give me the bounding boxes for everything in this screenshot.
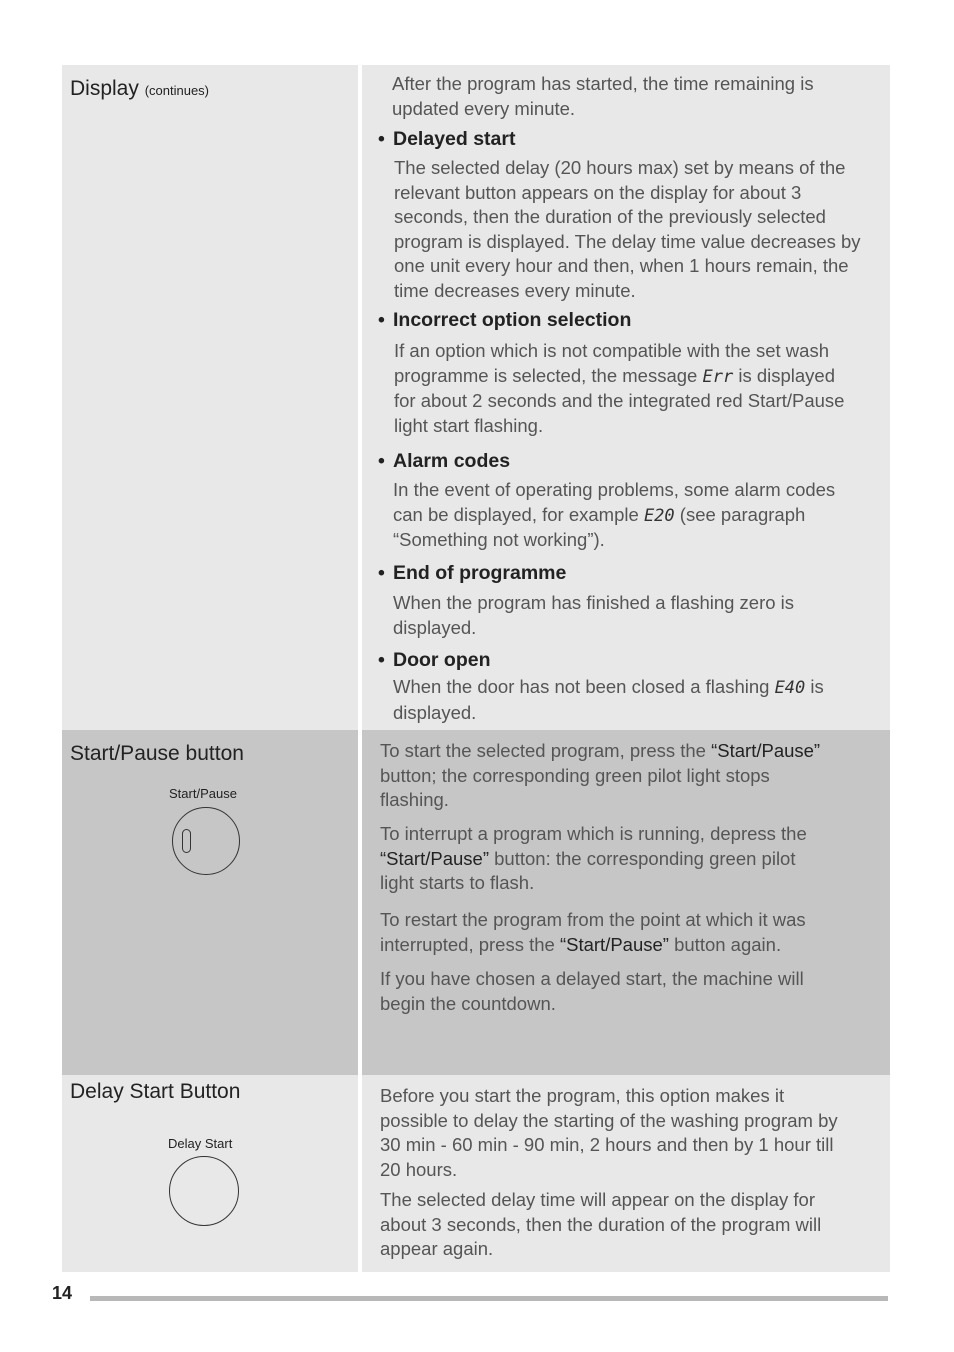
- end-of-programme-heading-text: End of programme: [393, 562, 567, 584]
- footer-rule: [90, 1296, 888, 1301]
- start-pause-p3-hl: “Start/Pause”: [559, 933, 669, 955]
- alarm-codes-heading: • Alarm codes: [378, 450, 511, 472]
- page-number: 14: [52, 1283, 73, 1303]
- display-title-text: Display: [70, 77, 139, 100]
- delay-start-button-label: Delay Start: [168, 1136, 233, 1151]
- start-pause-p2-a: To interrupt a program which is running, depress the: [380, 823, 807, 844]
- start-pause-p2-hl: “Start/Pause”: [380, 847, 489, 869]
- e40-code: E40: [774, 678, 806, 698]
- delay-start-button-icon: [169, 1156, 239, 1226]
- delayed-start-heading: • Delayed start: [378, 128, 516, 150]
- incorrect-option-heading: • Incorrect option selection: [378, 309, 632, 331]
- delay-start-content-cell: [362, 1075, 890, 1272]
- start-pause-title: Start/Pause button: [70, 742, 244, 765]
- start-pause-button-label: Start/Pause: [169, 786, 237, 801]
- end-of-programme-text: When the program has finished a flashing zero is displayed.: [393, 592, 795, 638]
- end-of-programme-heading: • End of programme: [378, 562, 567, 584]
- start-pause-p1-a: To start the selected program, press the: [380, 740, 712, 761]
- display-intro: After the program has started, the time remaining is updated every minute.: [392, 73, 814, 119]
- delay-start-p2: The selected delay time will appear on the display for about 3 seconds, then the duration of the program will appear again.: [380, 1189, 822, 1259]
- start-pause-p1-hl: “Start/Pause”: [711, 740, 821, 761]
- delay-start-label-cell: [62, 1075, 358, 1272]
- start-pause-p2-b: button: the corresponding green pilot light starts to flash.: [380, 847, 796, 893]
- start-pause-button-icon: [172, 807, 240, 875]
- start-pause-pilot-light-icon: [182, 829, 191, 853]
- display-label-cell: [62, 65, 358, 730]
- e20-code: E20: [643, 505, 675, 526]
- delayed-start-text: The selected delay (20 hours max) set by means of the relevant button appears on the display for about 3 seconds, then the duration of the previously selected program is displayed. The delay time value decreases by one unit every hour and then, when 1 hours remain, the time decreases every minute.: [394, 157, 861, 301]
- door-open-text-b: is displayed.: [393, 676, 824, 723]
- incorrect-option-text-b: is displayed for about 2 seconds and the integrated red Start/Pause light start flashing.: [394, 364, 845, 436]
- start-pause-p3-b: button again.: [668, 933, 782, 955]
- start-pause-p1-b: button; the corresponding green pilot light stops flashing.: [380, 764, 770, 810]
- start-pause-p1: [380, 739, 820, 813]
- incorrect-option-text-a: If an option which is not compatible with the set wash programme is selected, the message: [394, 340, 829, 386]
- start-pause-row: [62, 730, 890, 1075]
- start-pause-content-cell: [362, 730, 890, 1075]
- alarm-codes-text-a: In the event of operating problems, some alarm codes can be displayed, for example: [393, 479, 836, 525]
- start-pause-label-cell: [62, 730, 358, 1075]
- alarm-codes-heading-text: Alarm codes: [393, 450, 511, 472]
- start-pause-p2: [380, 822, 807, 896]
- display-title-note: (continues): [144, 83, 210, 98]
- display-row: [62, 65, 890, 730]
- alarm-codes-text-b: (see paragraph “Something not working”).: [393, 503, 806, 550]
- door-open-text-a: When the door has not been closed a flashing: [393, 676, 775, 697]
- delayed-start-heading-text: Delayed start: [393, 128, 516, 150]
- door-open-text: [393, 675, 824, 725]
- delay-start-row: [62, 1075, 890, 1272]
- delay-start-title: Delay Start Button: [70, 1080, 241, 1103]
- err-code: Err: [702, 366, 734, 387]
- incorrect-option-heading-text: Incorrect option selection: [393, 309, 632, 331]
- alarm-codes-text: [393, 478, 835, 553]
- display-title: [70, 77, 209, 101]
- start-pause-p3: [380, 908, 806, 957]
- display-content-cell: [362, 65, 890, 730]
- door-open-heading-text: Door open: [393, 649, 491, 671]
- start-pause-p3-a: To restart the program from the point at which it was interrupted, press the: [380, 909, 806, 955]
- delay-start-p1: Before you start the program, this option makes it possible to delay the starting of the washing program by 30 min - 60 min - 90 min, 2 hours and then by 1 hour till 20 hours.: [380, 1085, 838, 1180]
- door-open-heading: • Door open: [378, 649, 491, 671]
- incorrect-option-text: [394, 339, 844, 438]
- start-pause-p4: If you have chosen a delayed start, the machine will begin the countdown.: [380, 968, 804, 1014]
